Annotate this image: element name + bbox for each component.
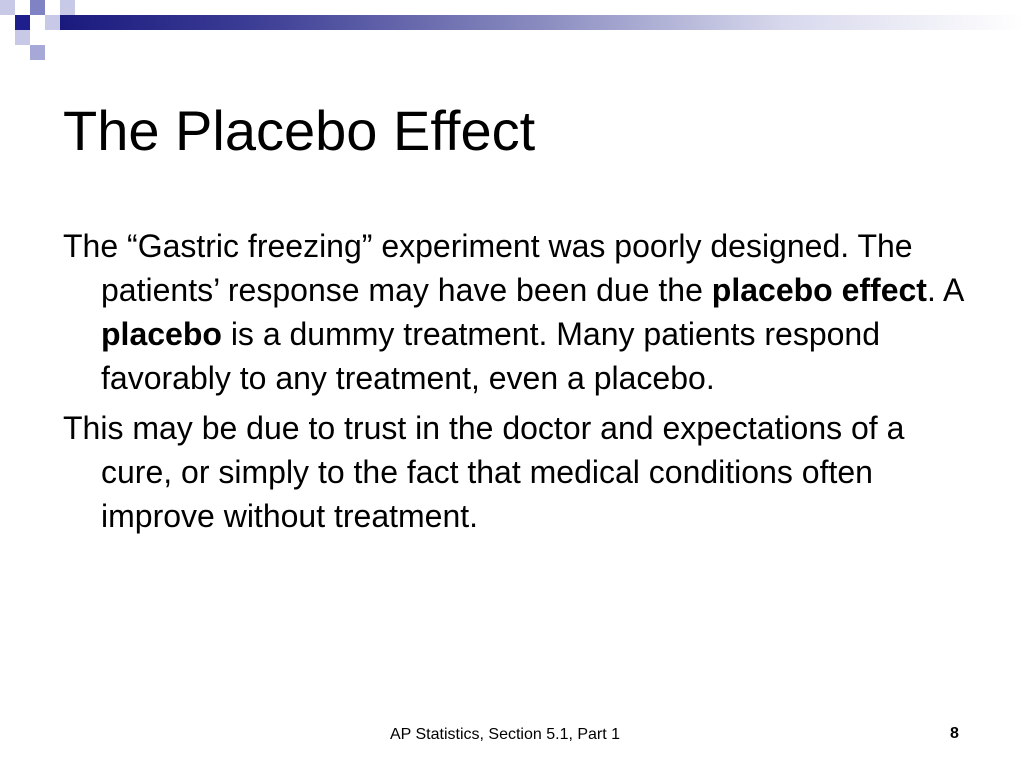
decorative-square bbox=[0, 0, 15, 15]
body-paragraph-1 bbox=[63, 224, 963, 400]
header-gradient-bar bbox=[60, 15, 1024, 30]
text-run: This may be due to trust in the doctor and expectations of a cure, or simply to the fact that medical conditions often improve without treatment. bbox=[63, 410, 905, 534]
page-number: 8 bbox=[950, 725, 959, 742]
slide-body bbox=[63, 224, 963, 544]
term-placebo-effect: placebo effect bbox=[711, 272, 927, 308]
slide-title: The Placebo Effect bbox=[63, 99, 536, 162]
decorative-square bbox=[30, 0, 45, 15]
decorative-square bbox=[15, 15, 30, 30]
decorative-square bbox=[60, 0, 75, 15]
text-run: is a dummy treatment. Many patients respond favorably to any treatment, even a placebo. bbox=[101, 316, 880, 396]
text-run: The “Gastric freezing” experiment was poorly designed. The patients’ response may have been due the bbox=[63, 228, 913, 308]
body-paragraph-2 bbox=[63, 406, 963, 538]
term-placebo: placebo bbox=[101, 316, 222, 352]
decorative-square bbox=[15, 30, 30, 45]
slide-footer: AP Statistics, Section 5.1, Part 1 bbox=[390, 726, 621, 743]
decorative-square bbox=[45, 15, 60, 30]
decorative-square bbox=[30, 45, 45, 60]
text-run: . A bbox=[926, 272, 963, 308]
